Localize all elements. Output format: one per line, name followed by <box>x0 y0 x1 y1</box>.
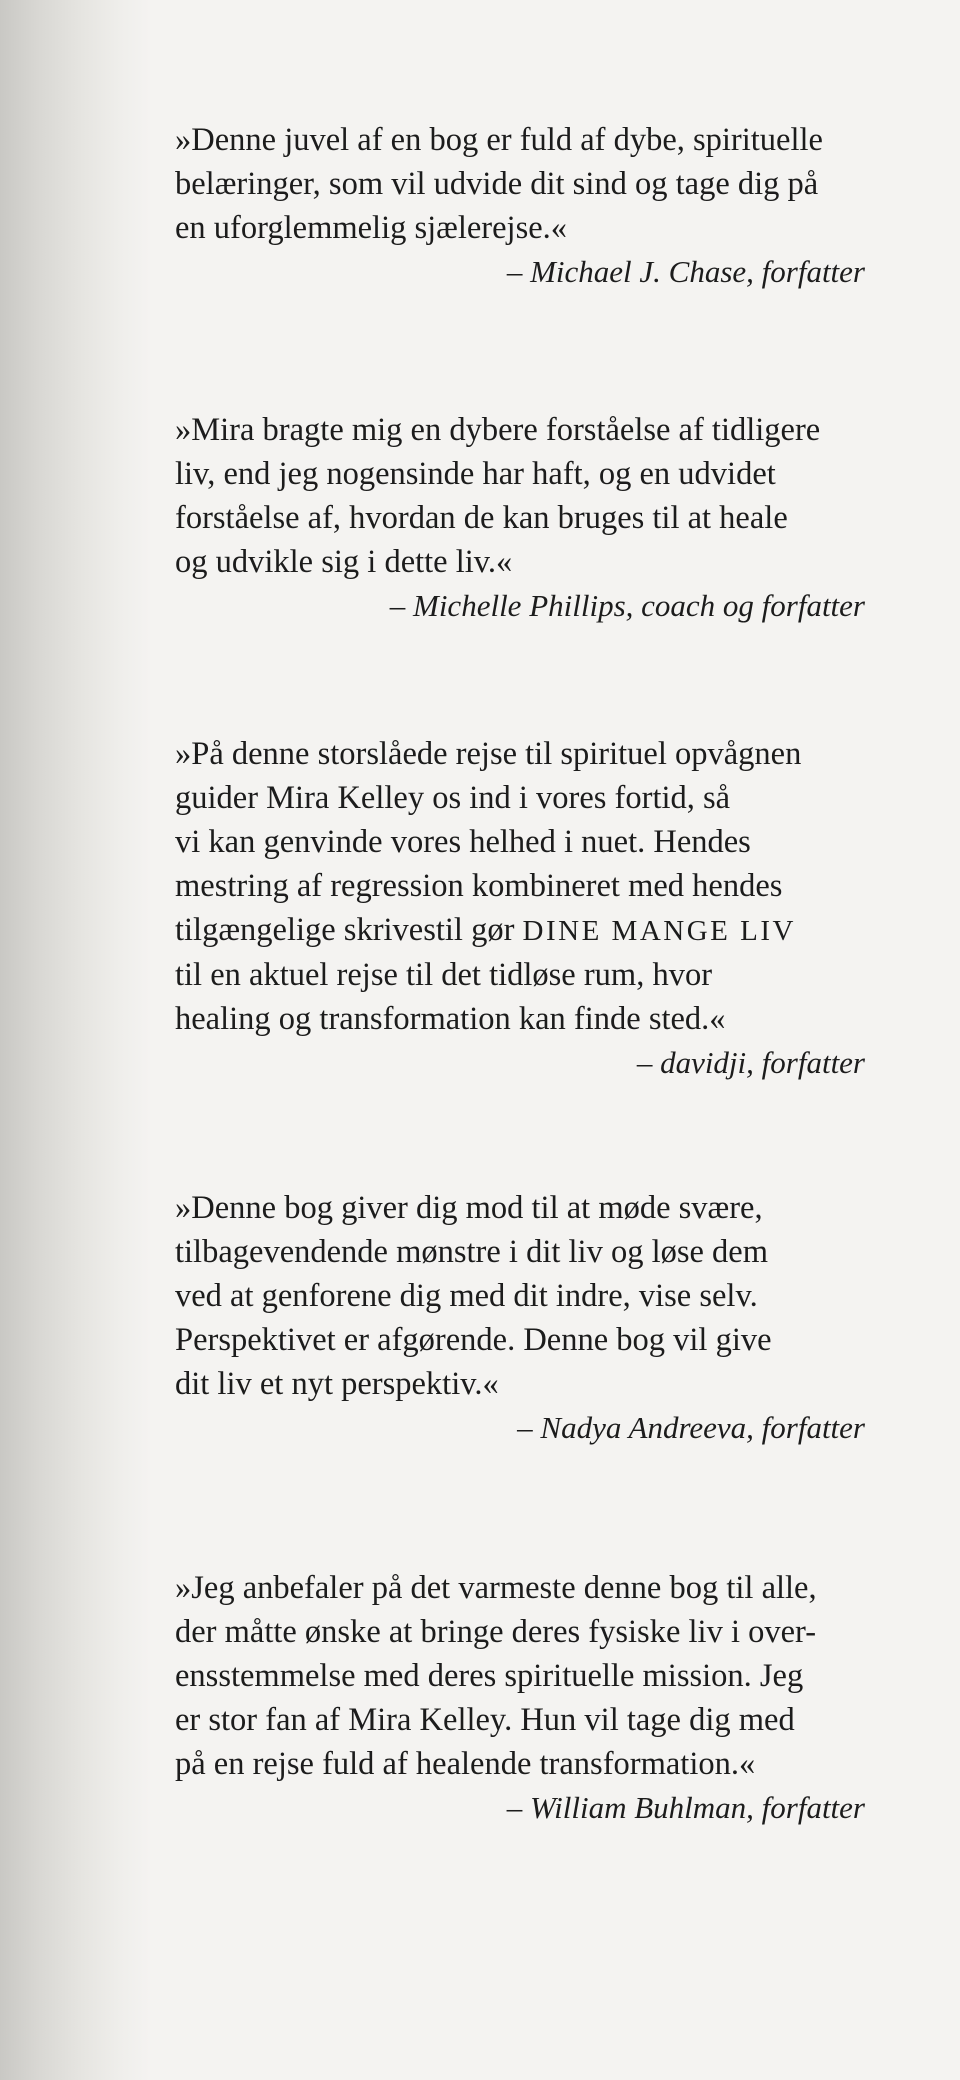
endorsement-quote <box>175 732 865 1085</box>
book-spine-shadow <box>0 0 150 2080</box>
book-title: DINE MANGE LIV <box>522 915 796 947</box>
quote-text: »Denne bog giver dig mod til at møde svære, tilbagevendende mønstre i dit liv og løse dem ved at genforene dig med dit indre, vise selv. Perspektivet er afgørende. Denne bog vil give dit liv et nyt perspektiv.« <box>175 1190 772 1402</box>
quote-attribution: – Michelle Phillips, coach og forfatter <box>389 588 865 623</box>
quote-text: »Jeg anbefaler på det varmeste denne bog til alle, der måtte ønske at bringe deres fysiske liv i over- ensstemmelse med deres spirituelle mission. Jeg er stor fan af Mira Kelley. Hun vil tage dig med på en rejse fuld af healende transformation.« <box>175 1570 817 1782</box>
quote-attribution: – William Buhlman, forfatter <box>506 1790 865 1825</box>
quote-text: »Mira bragte mig en dybere forståelse af tidligere liv, end jeg nogensinde har haft, og en udvidet forståelse af, hvordan de kan bruges til at heale og udvikle sig i dette liv.« <box>175 412 821 580</box>
quote-text <box>175 732 865 1041</box>
quote-attribution: – davidji, forfatter <box>636 1045 865 1080</box>
endorsement-quote <box>175 408 865 628</box>
quote-attribution: – Nadya Andreeva, forfatter <box>517 1410 865 1445</box>
quote-text: »Denne juvel af en bog er fuld af dybe, spirituelle belæringer, som vil udvide dit sind og tage dig på en uforglemmelig sjælerejse.« <box>175 122 823 246</box>
endorsement-quote <box>175 118 865 294</box>
quote-text-part: »På denne storslåede rejse til spirituel opvågnen guider Mira Kelley os ind i vores fortid, så vi kan genvinde vores helhed i nuet. Hendes mestring af regression kombineret med hendes tilgængelige skrivestil gør <box>175 736 802 948</box>
quote-text-part: til en aktuel rejse til det tidløse rum, hvor healing og transformation kan finde sted.« <box>175 957 726 1037</box>
endorsement-quote <box>175 1566 865 1830</box>
endorsement-quote <box>175 1186 865 1450</box>
quote-attribution: – Michael J. Chase, forfatter <box>506 254 865 289</box>
